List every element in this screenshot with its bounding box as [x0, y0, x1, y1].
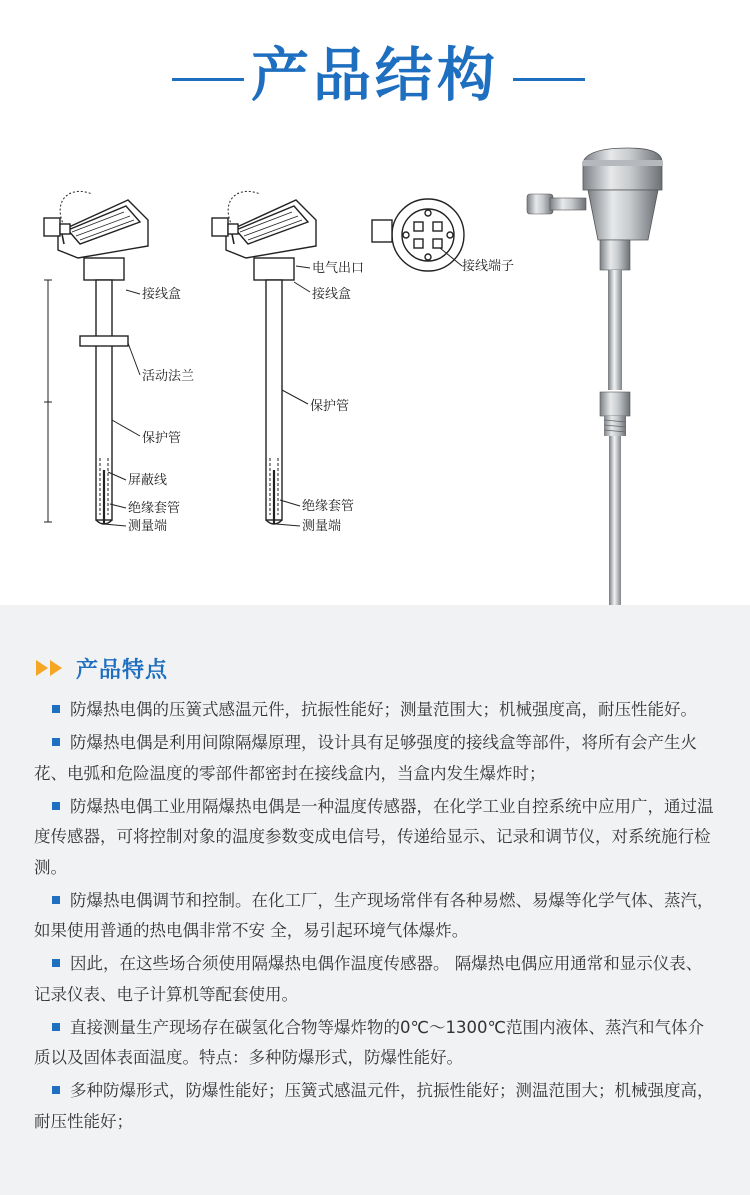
label-terminal: 接线端子 — [462, 259, 515, 274]
label-protect-tube-2: 保护管 — [310, 399, 350, 414]
square-bullet-icon — [52, 959, 60, 967]
label-insulation-sleeve-1: 绝缘套管 — [128, 501, 181, 516]
square-bullet-icon — [52, 802, 60, 810]
section-title-row — [0, 40, 750, 110]
label-electric-outlet: 电气出口 — [312, 261, 365, 276]
list-item: 防爆热电偶是利用间隙隔爆原理，设计具有足够强度的接线盒等部件，将所有会产生火花、电弧和危险温度的零部件都密封在接线盒内，当盒内发生爆炸时； — [34, 733, 697, 783]
list-item: 防爆热电偶调节和控制。在化工厂，生产现场常伴有各种易燃、易爆等化学气体、蒸汽，如果使用普通的热电偶非常不安 全，易引起环境气体爆炸。 — [34, 890, 714, 940]
product-photo — [527, 148, 662, 605]
page-title: 产品结构 — [250, 41, 499, 109]
list-item: 防爆热电偶的压簧式感温元件，抗振性能好；测量范围大；机械强度高，耐压性能好。 — [34, 695, 718, 726]
features-list — [34, 695, 718, 1140]
features-panel — [0, 605, 750, 1195]
structure-diagram — [0, 140, 750, 605]
double-arrow-icon — [34, 657, 68, 679]
label-junction-box-2: 接线盒 — [312, 287, 352, 302]
square-bullet-icon — [52, 1086, 60, 1094]
label-insulation-sleeve-2: 绝缘套管 — [302, 499, 355, 514]
square-bullet-icon — [52, 705, 60, 713]
features-title: 产品特点 — [76, 657, 169, 683]
label-junction-box-1: 接线盒 — [142, 287, 182, 302]
label-protect-tube-1: 保护管 — [142, 431, 182, 446]
features-heading — [34, 653, 168, 683]
square-bullet-icon — [52, 738, 60, 746]
list-item: 直接测量生产现场存在碳氢化合物等爆炸物的0℃～1300℃范围内液体、蒸汽和气体介质以及固体表面温度。特点：多种防爆形式，防爆性能好。 — [34, 1017, 705, 1067]
list-item: 防爆热电偶工业用隔爆热电偶是一种温度传感器，在化学工业自控系统中应用广，通过温度传感器，可将控制对象的温度参数变成电信号，传递给显示、记录和调节仪，对系统施行检测。 — [34, 796, 714, 877]
square-bullet-icon — [52, 896, 60, 904]
terminal-top-view — [372, 199, 464, 271]
square-bullet-icon — [52, 1023, 60, 1031]
label-measure-end-1: 测量端 — [128, 519, 168, 534]
title-divider-right — [513, 78, 585, 81]
label-flange: 活动法兰 — [142, 369, 195, 384]
list-item: 多种防爆形式，防爆性能好；压簧式感温元件，抗振性能好；测温范围大；机械强度高，耐压性能好； — [34, 1081, 714, 1131]
list-item: 因此，在这些场合须使用隔爆热电偶作温度传感器。 隔爆热电偶应用通常和显示仪表、记录仪表、电子计算机等配套使用。 — [34, 954, 703, 1004]
label-measure-end-2: 测量端 — [302, 519, 342, 534]
thermocouple-drawing-plain — [212, 191, 316, 526]
label-shield-wire: 屏蔽线 — [128, 473, 168, 488]
